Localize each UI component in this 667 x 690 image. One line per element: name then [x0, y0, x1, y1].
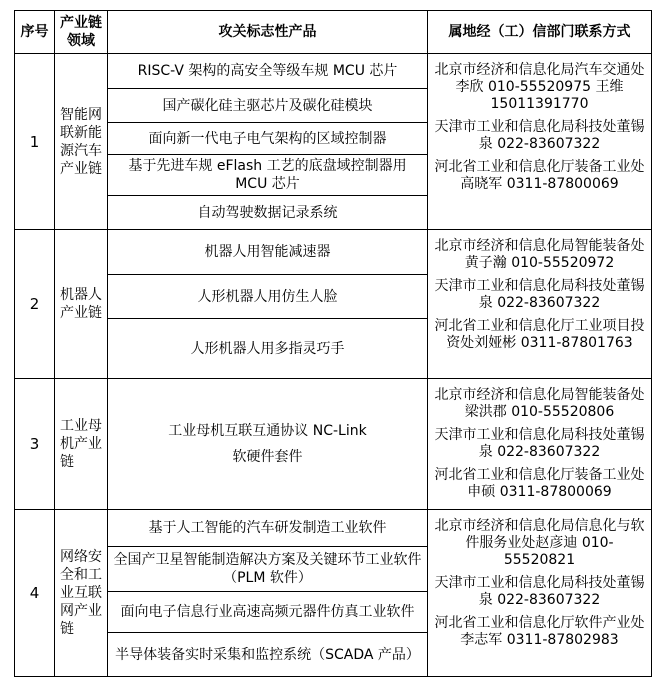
header-contacts: 属地经（工）信部门联系方式: [428, 11, 652, 54]
industry-chain: 智能网联新能源汽车产业链: [55, 54, 108, 230]
product-cell: 全国产卫星智能制造解决方案及关键环节工业软件（PLM 软件）: [108, 547, 428, 592]
header-index: 序号: [15, 11, 55, 54]
product-cell: 基于人工智能的汽车研发制造工业软件: [108, 510, 428, 547]
contact-cell: [428, 54, 652, 230]
contact-item: 河北省工业和信息化厅装备工业处高晓军 0311-87800069: [434, 159, 645, 192]
product-cell: RISC-V 架构的高安全等级车规 MCU 芯片: [108, 54, 428, 89]
table-row: [15, 54, 652, 89]
product-cell: 面向新一代电子电气架构的区域控制器: [108, 123, 428, 155]
contact-cell: [428, 379, 652, 510]
product-cell: 人形机器人用多指灵巧手: [108, 319, 428, 379]
table-row: [15, 510, 652, 547]
contact-cell: [428, 230, 652, 379]
header-chain: 产业链领域: [55, 11, 108, 54]
product-cell: 面向电子信息行业高速高频元器件仿真工业软件: [108, 592, 428, 633]
row-index: 1: [15, 54, 55, 230]
header-products: 攻关标志性产品: [108, 11, 428, 54]
table-header-row: [15, 11, 652, 54]
table-row: [15, 379, 652, 510]
product-cell: 机器人用智能减速器: [108, 230, 428, 275]
product-cell: 国产碳化硅主驱芯片及碳化硅模块: [108, 89, 428, 123]
contact-item: 天津市工业和信息化局科技处董锡泉 022-83607322: [434, 278, 645, 311]
industry-chain-table: [14, 10, 652, 677]
contact-item: 天津市工业和信息化局科技处董锡泉 022-83607322: [434, 427, 645, 460]
contact-item: 天津市工业和信息化局科技处董锡泉 022-83607322: [434, 575, 645, 608]
row-index: 3: [15, 379, 55, 510]
document-page: [14, 10, 652, 677]
contact-item: 河北省工业和信息化厅软件产业处李志军 0311-87802983: [434, 615, 645, 648]
contact-item: 北京市经济和信息化局智能装备处梁洪郡 010-55520806: [434, 387, 645, 420]
contact-item: 河北省工业和信息化厅装备工业处申硕 0311-87800069: [434, 467, 645, 500]
product-cell: 自动驾驶数据记录系统: [108, 196, 428, 230]
product-cell: 工业母机互联互通协议 NC-Link 软硬件套件: [108, 379, 428, 510]
industry-chain: 机器人产业链: [55, 230, 108, 379]
product-cell: 基于先进车规 eFlash 工艺的底盘域控制器用 MCU 芯片: [108, 155, 428, 196]
contact-item: 北京市经济和信息化局智能装备处黄子瀚 010-55520972: [434, 238, 645, 271]
row-index: 4: [15, 510, 55, 677]
row-index: 2: [15, 230, 55, 379]
contact-item: 北京市经济和信息化局汽车交通处李欣 010-55520975 王维 15011391770: [434, 62, 645, 112]
industry-chain: 工业母机产业链: [55, 379, 108, 510]
contact-item: 河北省工业和信息化厅工业项目投资处刘娅彬 0311-87801763: [434, 318, 645, 351]
contact-cell: [428, 510, 652, 677]
table-row: [15, 230, 652, 275]
contact-item: 北京市经济和信息化局信息化与软件服务业处赵彦迪 010-55520821: [434, 518, 645, 568]
industry-chain: 网络安全和工业互联网产业链: [55, 510, 108, 677]
product-cell: 半导体装备实时采集和监控系统（SCADA 产品）: [108, 633, 428, 677]
contact-item: 天津市工业和信息化局科技处董锡泉 022-83607322: [434, 119, 645, 152]
product-cell: 人形机器人用仿生人脸: [108, 275, 428, 319]
